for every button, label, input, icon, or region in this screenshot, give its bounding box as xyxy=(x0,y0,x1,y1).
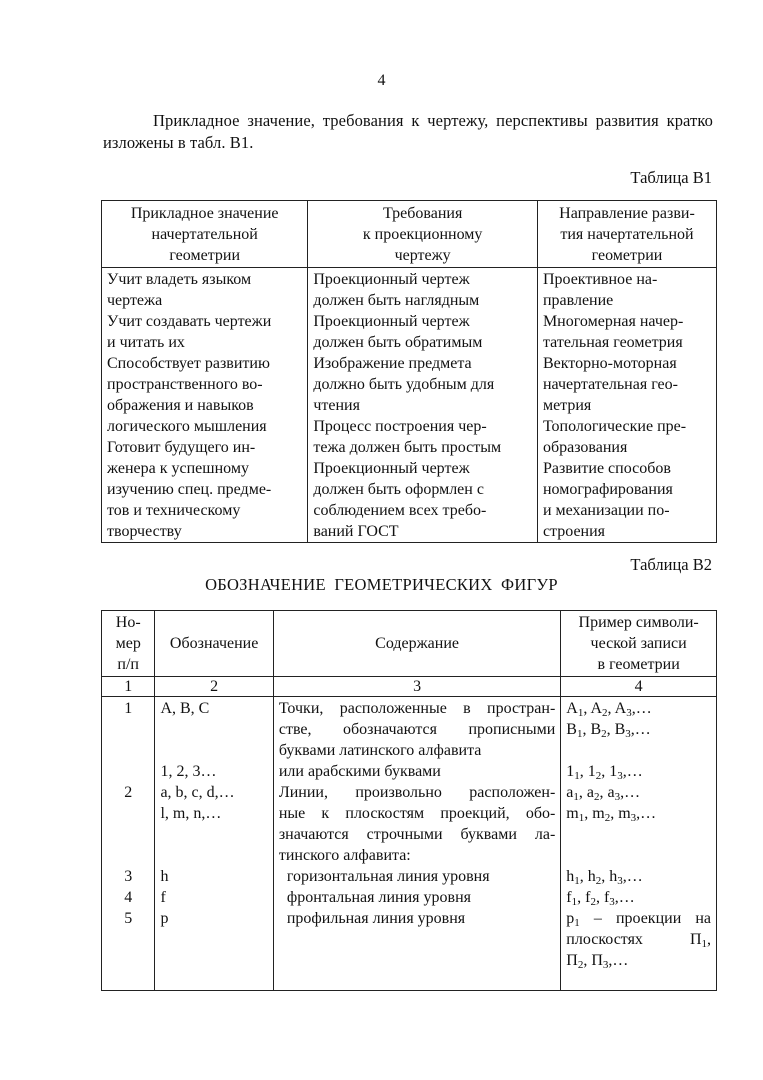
content-line: профильная линия уровня xyxy=(286,910,466,927)
row-number: 2 xyxy=(124,784,133,801)
header-line: чертежу xyxy=(394,247,451,264)
row-number: 1 xyxy=(124,700,133,717)
example-line: $p_1$ – проекции на xyxy=(566,910,711,929)
row-number: 5 xyxy=(124,910,133,927)
column-number: 3 xyxy=(273,677,560,697)
example-line: $a_1$, $a_2$, $a_3,\dots$ xyxy=(566,784,641,803)
cell-number xyxy=(102,697,155,991)
cell-line: Учит создавать чертежи xyxy=(107,313,272,330)
content-line: фронтальная линия уровня xyxy=(286,889,472,906)
designation: 1, 2, 3… xyxy=(160,763,217,780)
content-line: буквами латинского алфавита xyxy=(278,742,482,759)
cell-designation xyxy=(155,697,273,991)
cell-line: и читать их xyxy=(107,334,185,351)
header-line: ческой записи xyxy=(590,635,687,652)
designation: h xyxy=(160,868,169,885)
table-b2-title: ОБОЗНАЧЕНИЕ ГЕОМЕТРИЧЕСКИХ ФИГУР xyxy=(205,575,558,594)
cell-line: Изображение предмета xyxy=(313,355,472,372)
column-number-row xyxy=(102,677,717,697)
cell-line: ображения и навыков xyxy=(107,397,254,414)
cell-line: должен быть наглядным xyxy=(313,292,480,309)
cell-line: логического мышления xyxy=(107,418,267,435)
header-line: Требования xyxy=(382,205,463,222)
example-line: $m_1$, $m_2$, $m_3,\dots$ xyxy=(566,805,657,824)
intro-paragraph: Прикладное значение, требования к чертежу, перспективы развития кратко изложены в табл. В1. xyxy=(103,111,713,152)
cell-line: номографирования xyxy=(542,481,673,498)
table-b1-caption: Таблица В1 xyxy=(630,168,712,187)
cell-line: образования xyxy=(542,439,628,456)
cell-line: Проекционный чертеж xyxy=(313,313,470,330)
header-development-direction xyxy=(537,201,716,268)
designation: f xyxy=(160,889,166,906)
column-number: 1 xyxy=(102,677,155,697)
header-line: Пример символи- xyxy=(578,614,699,631)
header-line: Направление разви- xyxy=(559,205,695,222)
header-line: геометрии xyxy=(591,247,663,264)
example-line: $f_1$, $f_2$, $f_3,\dots$ xyxy=(566,889,635,908)
cell-line: Готовит будущего ин- xyxy=(107,439,256,456)
cell-line: Развитие способов xyxy=(542,460,671,477)
cell-line: тежа должен быть простым xyxy=(313,439,502,456)
row-number: 4 xyxy=(124,889,133,906)
table-row xyxy=(102,268,717,543)
content-line: тинского алфавита: xyxy=(278,847,411,864)
cell-line: Процесс построения чер- xyxy=(313,418,487,435)
content-line: значаются строчными буквами ла- xyxy=(278,826,556,843)
cell-line: творчеству xyxy=(107,523,182,540)
designation: l, m, n,… xyxy=(160,805,222,822)
cell-line: Способствует развитию xyxy=(107,355,270,372)
cell-line: правление xyxy=(542,292,614,309)
content-line: Точки, расположенные в простран- xyxy=(278,700,556,717)
header-line: Но- xyxy=(115,614,141,631)
header-number xyxy=(102,611,155,677)
table-row xyxy=(102,697,717,991)
cell-line: и механизации по- xyxy=(542,502,670,519)
header-example xyxy=(561,611,717,677)
example-line: $B_1$, $B_2$, $B_3,\dots$ xyxy=(566,721,651,740)
table-header-row xyxy=(102,201,717,268)
cell-line: строения xyxy=(542,523,606,540)
example-line: $h_1$, $h_2$, $h_3,\dots$ xyxy=(566,868,643,887)
header-line: мер xyxy=(115,635,141,652)
cell-line: тательная геометрия xyxy=(542,334,683,351)
header-content: Содержание xyxy=(273,611,560,677)
cell-line: чертежа xyxy=(107,292,163,309)
cell-example xyxy=(561,697,717,991)
column-number: 4 xyxy=(561,677,717,697)
header-line: Прикладное значение xyxy=(130,205,279,222)
cell-line: Топологические пре- xyxy=(542,418,687,435)
cell-development-direction xyxy=(537,268,716,543)
cell-content xyxy=(273,697,560,991)
table-b2 xyxy=(101,610,717,991)
header-line: геометрии xyxy=(169,247,241,264)
cell-line: метрия xyxy=(542,397,592,414)
header-line: в геометрии xyxy=(597,656,680,673)
cell-line: Векторно-моторная xyxy=(542,355,677,372)
column-number: 2 xyxy=(155,677,273,697)
content-line: Линии, произвольно расположен- xyxy=(278,784,556,801)
cell-line: женера к успешному xyxy=(107,460,249,477)
cell-line: должно быть удобным для xyxy=(313,376,495,393)
header-applied-value xyxy=(102,201,308,268)
content-line: или арабскими буквами xyxy=(278,763,441,780)
table-b2-caption: Таблица В2 xyxy=(630,555,712,574)
cell-line: Проекционный чертеж xyxy=(313,271,470,288)
content-line: ные к плоскостям проекций, обо- xyxy=(278,805,556,822)
cell-line: должен быть оформлен с xyxy=(313,481,484,498)
cell-applied-value xyxy=(102,268,308,543)
designation: a, b, c, d,… xyxy=(160,784,235,801)
example-line: $П_2$, $П_3,\dots$ xyxy=(566,952,629,971)
example-line: $1_1$, $1_2$, $1_3,\dots$ xyxy=(566,763,643,782)
cell-line: соблюдением всех требо- xyxy=(313,502,487,519)
cell-line: начертательная гео- xyxy=(542,376,678,393)
header-line: начертательной xyxy=(151,226,258,243)
cell-line: тов и техническому xyxy=(107,502,241,519)
table-header-row xyxy=(102,611,717,677)
cell-line: изучению спец. предме- xyxy=(107,481,272,498)
table-b1 xyxy=(101,200,717,543)
cell-line: чтения xyxy=(313,397,360,414)
example-line: $A_1$, $A_2$, $A_3,\dots$ xyxy=(566,700,652,719)
cell-line: пространственного во- xyxy=(107,376,263,393)
content-line: горизонтальная линия уровня xyxy=(286,868,490,885)
page-number: 4 xyxy=(377,72,386,89)
designation: p xyxy=(160,910,169,927)
cell-line: Учит владеть языком xyxy=(107,271,252,288)
cell-line: Проекционный чертеж xyxy=(313,460,470,477)
cell-line: ваний ГОСТ xyxy=(313,523,399,540)
cell-line: Проективное на- xyxy=(542,271,658,288)
content-line: стве, обозначаются прописными xyxy=(278,721,556,738)
example-line: плоскостях $П_1$, xyxy=(566,931,711,950)
header-line: тия начертательной xyxy=(560,226,694,243)
header-line: к проекционному xyxy=(362,226,483,243)
cell-line: должен быть обратимым xyxy=(313,334,483,351)
designation: A, B, C xyxy=(160,700,210,717)
cell-requirements xyxy=(308,268,538,543)
row-number: 3 xyxy=(124,868,133,885)
header-line: п/п xyxy=(117,656,139,673)
header-designation: Обозначение xyxy=(155,611,273,677)
header-requirements xyxy=(308,201,538,268)
cell-line: Многомерная начер- xyxy=(542,313,684,330)
